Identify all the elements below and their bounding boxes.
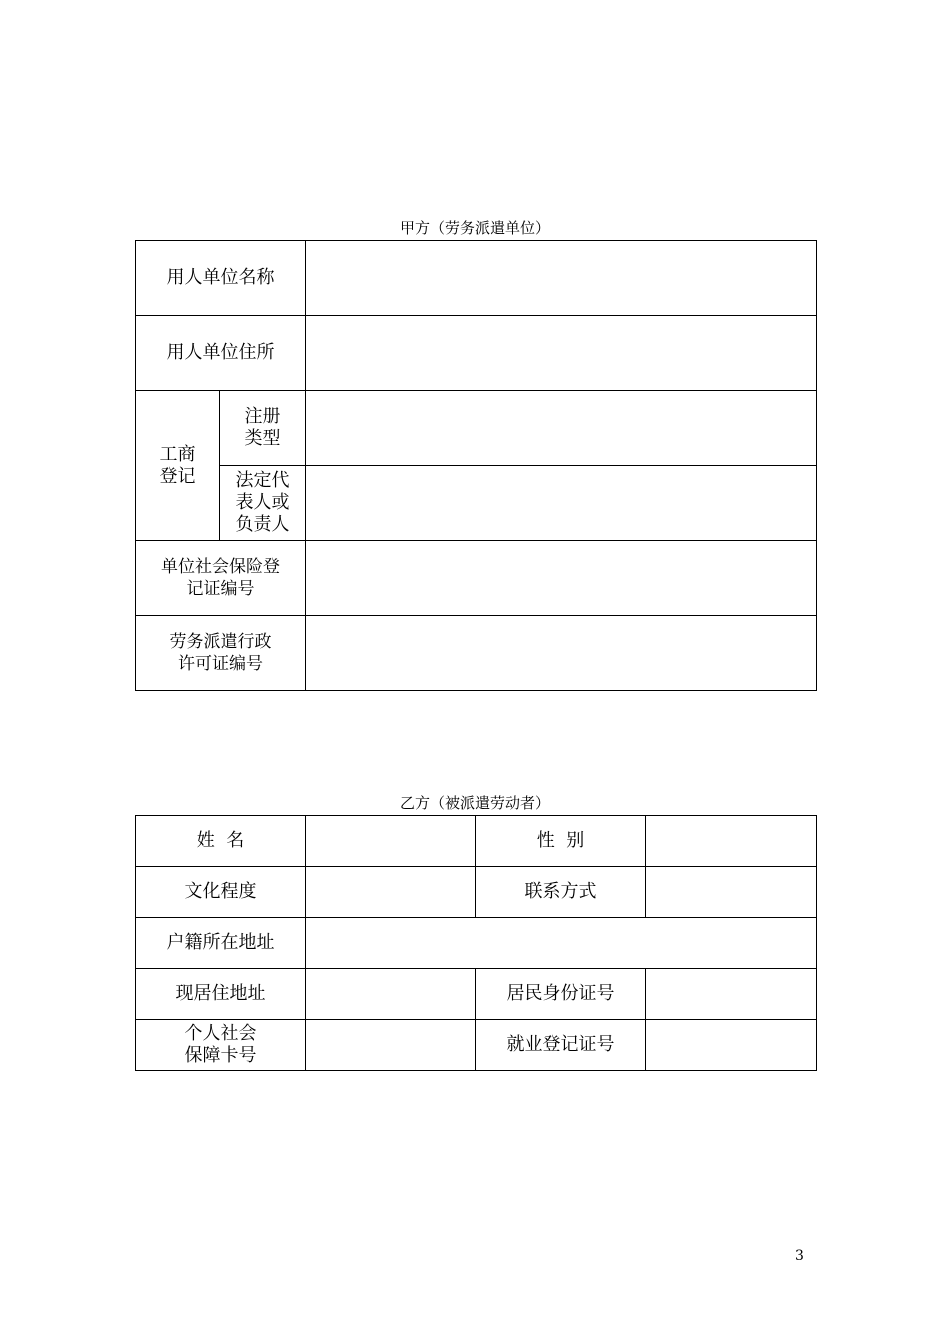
- legal-representative-value[interactable]: [306, 466, 817, 541]
- contact-label: 联系方式: [476, 867, 646, 918]
- employment-registration-label: 就业登记证号: [476, 1020, 646, 1071]
- registration-type-value[interactable]: [306, 391, 817, 466]
- party-b-table: [135, 815, 817, 1071]
- id-number-value[interactable]: [646, 969, 817, 1020]
- page-number: 3: [795, 1248, 804, 1264]
- party-a-caption: 甲方（劳务派遣单位）: [399, 219, 550, 237]
- dispatch-license-no-value[interactable]: [306, 616, 817, 691]
- social-security-card-value[interactable]: [306, 1020, 476, 1071]
- employer-address-value[interactable]: [306, 316, 817, 391]
- employer-address-label: 用人单位住所: [136, 316, 306, 391]
- name-label: 姓 名: [136, 816, 306, 867]
- household-address-label: 户籍所在地址: [136, 918, 306, 969]
- gender-value[interactable]: [646, 816, 817, 867]
- current-address-value[interactable]: [306, 969, 476, 1020]
- employer-name-label: 用人单位名称: [136, 241, 306, 316]
- current-address-label: 现居住地址: [136, 969, 306, 1020]
- social-security-card-label: 个人社会 保障卡号: [136, 1020, 306, 1071]
- gender-label: 性 别: [476, 816, 646, 867]
- business-registration-label: 工商 登记: [136, 391, 220, 541]
- education-value[interactable]: [306, 867, 476, 918]
- social-insurance-no-value[interactable]: [306, 541, 817, 616]
- social-insurance-no-label: 单位社会保险登 记证编号: [136, 541, 306, 616]
- legal-representative-label: 法定代 表人或 负责人: [220, 466, 306, 541]
- name-value[interactable]: [306, 816, 476, 867]
- id-number-label: 居民身份证号: [476, 969, 646, 1020]
- education-label: 文化程度: [136, 867, 306, 918]
- household-address-value[interactable]: [306, 918, 817, 969]
- employer-name-value[interactable]: [306, 241, 817, 316]
- employment-registration-value[interactable]: [646, 1020, 817, 1071]
- dispatch-license-no-label: 劳务派遣行政 许可证编号: [136, 616, 306, 691]
- registration-type-label: 注册 类型: [220, 391, 306, 466]
- party-a-table: [135, 240, 817, 691]
- contact-value[interactable]: [646, 867, 817, 918]
- party-b-caption: 乙方（被派遣劳动者）: [399, 794, 550, 812]
